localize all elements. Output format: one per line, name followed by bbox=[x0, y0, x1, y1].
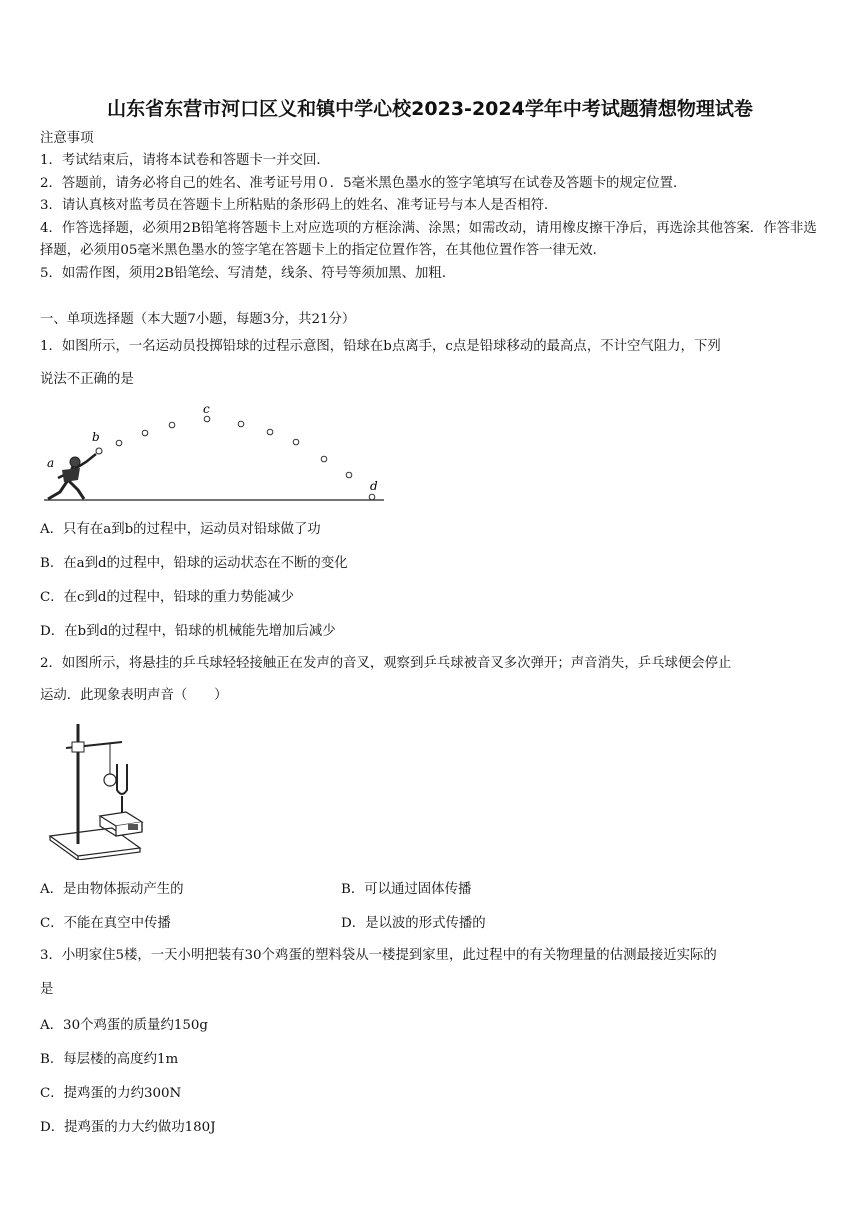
label-b: b bbox=[92, 430, 100, 444]
trajectory-point bbox=[293, 439, 299, 445]
q3-stem-line2: 是 bbox=[40, 982, 54, 997]
trajectory-point bbox=[238, 421, 244, 427]
ping-pong-ball-icon bbox=[104, 774, 116, 786]
trajectory-point bbox=[267, 429, 273, 435]
notice-heading: 注意事项 bbox=[40, 131, 94, 146]
label-c: c bbox=[203, 402, 210, 416]
q3-option-d: D．提鸡蛋的力大约做功180J bbox=[40, 1120, 216, 1135]
trajectory-point bbox=[116, 440, 122, 446]
q2-stem-line2: 运动．此现象表明声音（ ） bbox=[40, 688, 228, 703]
notice-item-5: 5．如需作图，须用2B铅笔绘、写清楚，线条、符号等须加黑、加粗． bbox=[40, 266, 456, 281]
athlete-icon bbox=[48, 448, 102, 499]
notice-item-3: 3．请认真核对监考员在答题卡上所粘贴的条形码上的姓名、准考证号与本人是否相符． bbox=[40, 198, 558, 213]
q1-option-a: A．只有在a到b的过程中，运动员对铅球做了功 bbox=[40, 522, 321, 537]
label-d: d bbox=[370, 479, 378, 493]
notice-item-4: 4．作答选择题，必须用2B铅笔将答题卡上对应选项的方框涂满、涂黑；如需改动，请用橡皮擦干净后，再选涂其他答案．作答非选择题，必须用05毫米黑色墨水的签字笔在答题卡上的指定位置作答，在其他位置作答一律无效． bbox=[40, 221, 817, 258]
notice-item-2: 2．答题前，请务必将自己的姓名、准考证号用０．5毫米黑色墨水的签字笔填写在试卷及答题卡的规定位置． bbox=[40, 176, 687, 191]
notice-item-1: 1．考试结束后，请将本试卷和答题卡一并交回． bbox=[40, 153, 330, 168]
q2-option-c: C．不能在真空中传播 bbox=[40, 916, 171, 931]
trajectory-point bbox=[369, 494, 375, 500]
section-heading: 一、单项选择题（本大题7小题，每题3分，共21分） bbox=[40, 312, 356, 327]
q1-option-b: B．在a到d的过程中，铅球的运动状态在不断的变化 bbox=[40, 556, 348, 571]
trajectory-point bbox=[204, 416, 210, 422]
exam-title: 山东省东营市河口区义和镇中学心校2023-2024学年中考试题猜想物理试卷 bbox=[107, 98, 753, 120]
q3-stem-line1: 3．小明家住5楼，一天小明把装有30个鸡蛋的塑料袋从一楼提到家里，此过程中的有关物理量的估测最接近实际的 bbox=[40, 948, 717, 963]
q2-option-b: B．可以通过固体传播 bbox=[341, 882, 472, 897]
trajectory-point bbox=[346, 472, 352, 478]
q1-stem-line1: 1．如图所示，一名运动员投掷铅球的过程示意图，铅球在b点离手，c点是铅球移动的最高点，不计空气阻力，下列 bbox=[40, 339, 721, 354]
label-a: a bbox=[47, 456, 55, 470]
trajectory-point bbox=[321, 456, 327, 462]
trajectory-point bbox=[169, 422, 175, 428]
q2-option-a: A．是由物体振动产生的 bbox=[40, 882, 184, 897]
q1-stem-line2: 说法不正确的是 bbox=[40, 372, 134, 387]
q2-stem-line1: 2．如图所示，将悬挂的乒乓球轻轻接触正在发声的音叉，观察到乒乓球被音叉多次弹开；声音消失，乒乓球便会停止 bbox=[40, 656, 732, 671]
q3-option-a: A．30个鸡蛋的质量约150g bbox=[40, 1018, 208, 1033]
tuning-fork-icon bbox=[117, 764, 127, 814]
q1-option-d: D．在b到d的过程中，铅球的机械能先增加后减少 bbox=[40, 624, 336, 639]
tuning-fork-figure bbox=[42, 718, 148, 860]
shot-put-figure bbox=[40, 400, 390, 508]
q3-option-b: B．每层楼的高度约1m bbox=[40, 1052, 179, 1067]
q1-option-c: C．在c到d的过程中，铅球的重力势能减少 bbox=[40, 590, 294, 605]
q2-option-d: D．是以波的形式传播的 bbox=[341, 916, 486, 931]
q3-option-c: C．提鸡蛋的力约300N bbox=[40, 1086, 182, 1101]
trajectory-point bbox=[142, 430, 148, 436]
